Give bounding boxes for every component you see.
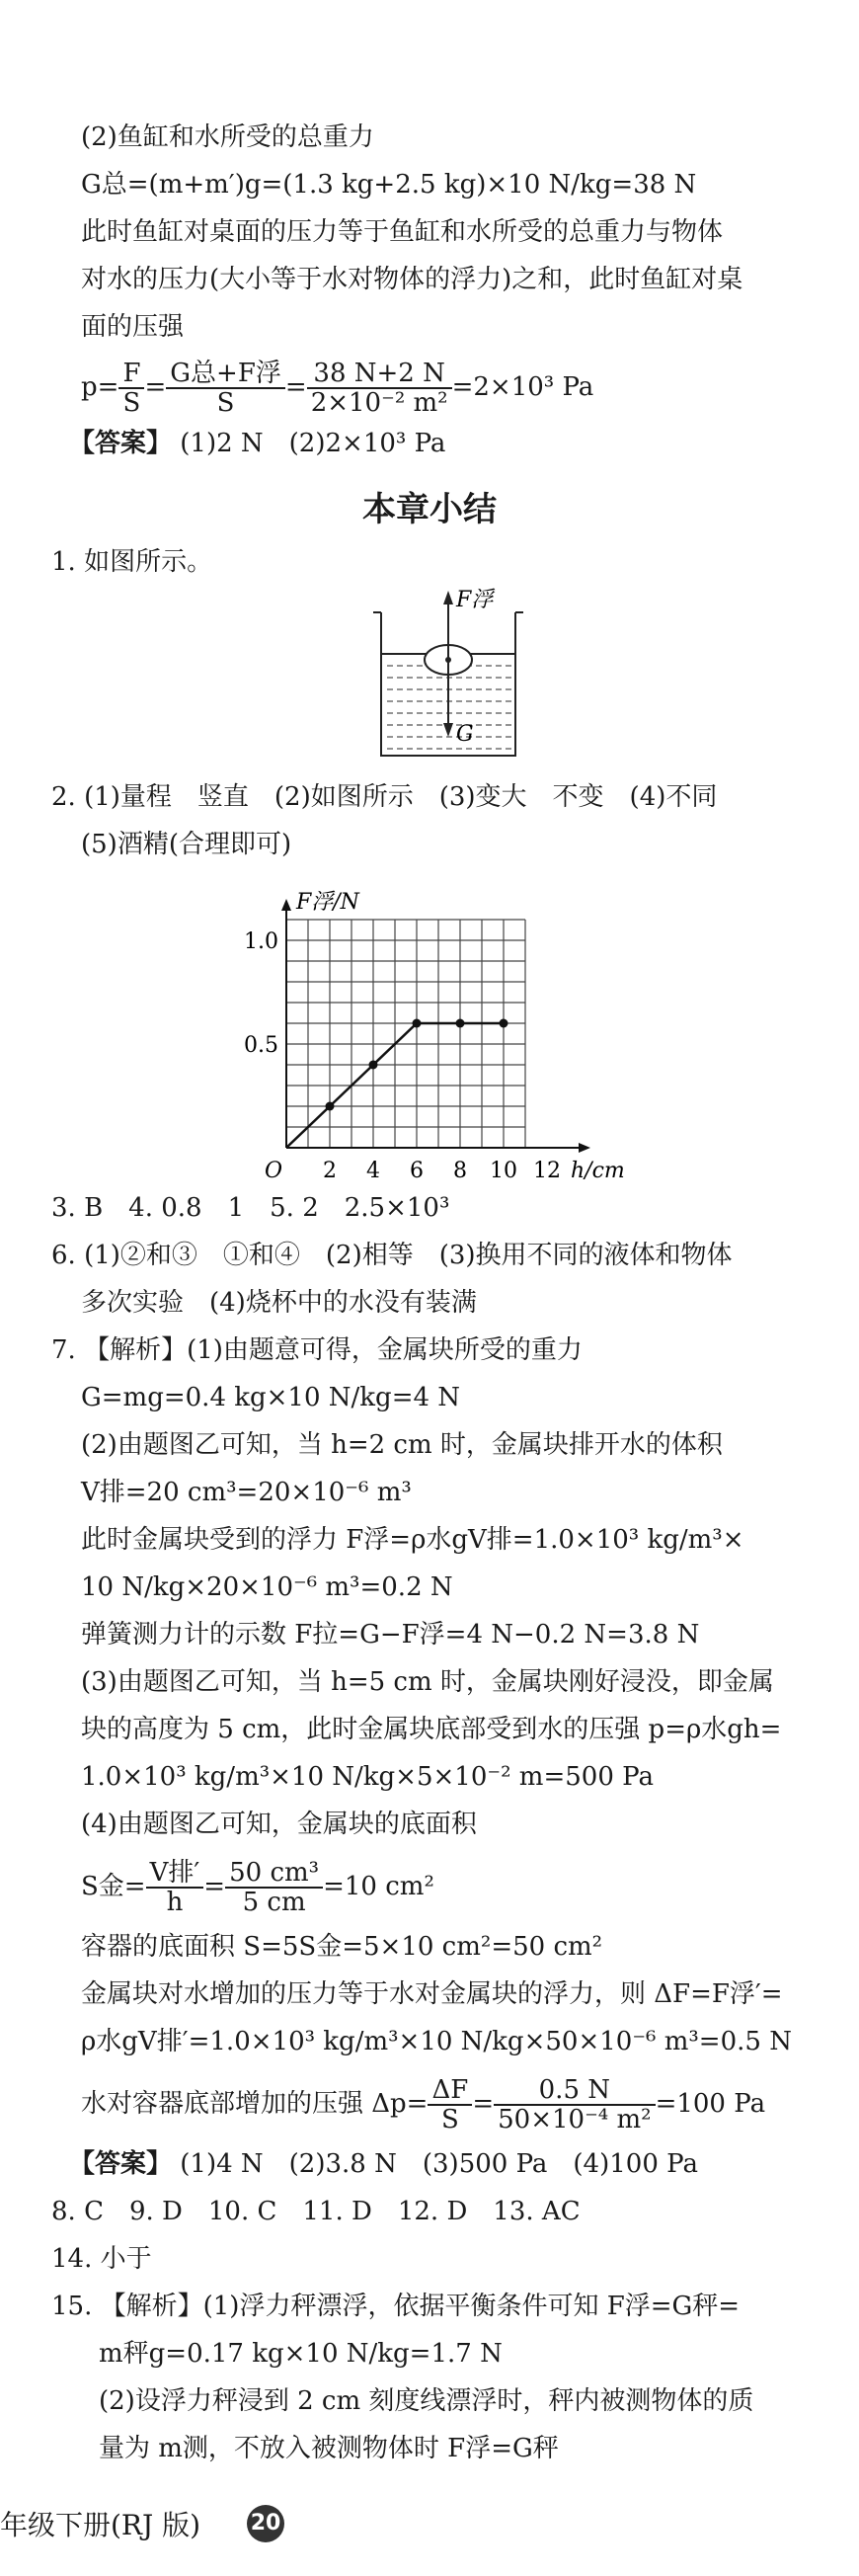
answer-label: 【答案】 — [69, 2149, 173, 2179]
frac-num: ΔF — [428, 2076, 472, 2106]
text-line: 10 N/kg×20×10⁻⁶ m³=0.2 N — [81, 1572, 453, 1602]
frac-den: 5 cm — [242, 1888, 306, 1917]
frac-num: G总+F浮 — [166, 360, 285, 389]
text-line: 此时金属块受到的浮力 F浮=ρ水gV排=1.0×10³ kg/m³× — [81, 1525, 744, 1555]
text-line: (2)由题图乙可知，当 h=2 cm 时，金属块排开水的体积 — [81, 1430, 723, 1460]
x-tick-label: 6 — [410, 1159, 424, 1183]
pressure-change-equation: 水对容器底部增加的压强 Δp= $\frac{\Delta F}{S}$ = $\frac{0.5 N}{\text{50×10⁻⁴ m²}}$ =100 Pa — [81, 2075, 766, 2134]
section-title: 本章小结 — [362, 490, 497, 529]
text-line: ρ水gV排′=1.0×10³ kg/m³×10 N/kg×50×10⁻⁶ m³=0.5 N — [81, 2027, 792, 2056]
frac-den: 2×10⁻² m² — [310, 388, 448, 418]
question-14: 14. 小于 — [51, 2244, 152, 2274]
answer-line — [69, 2147, 698, 2181]
text-line: 1.0×10³ kg/m³×10 N/kg×5×10⁻² m=500 Pa — [81, 1762, 654, 1792]
eq-prefix: S金= — [81, 1872, 146, 1901]
frac-num: 50 cm³ — [225, 1859, 323, 1889]
text-line: (2)设浮力秤浸到 2 cm 刻度线漂浮时，秤内被测物体的质 — [99, 2386, 754, 2416]
text-line: (2)鱼缸和水所受的总重力 — [81, 122, 374, 152]
text-line: 对水的压力(大小等于水对物体的浮力)之和，此时鱼缸对桌 — [81, 265, 743, 294]
answer-text: (1)2 N (2)2×10³ Pa — [180, 429, 446, 458]
answer-text: (1)4 N (2)3.8 N (3)500 Pa (4)100 Pa — [180, 2149, 698, 2179]
text-line: 块的高度为 5 cm，此时金属块底部受到水的压强 p=ρ水gh= — [81, 1715, 782, 1744]
fraction — [166, 360, 285, 417]
y-axis-label: F浮/N — [296, 890, 359, 915]
page-number-badge: 20 — [247, 2505, 284, 2542]
question-6-line2: 多次实验 (4)烧杯中的水没有装满 — [81, 1288, 477, 1318]
data-point — [500, 1019, 508, 1028]
chart-ticks — [244, 929, 561, 1183]
frac-den: S — [440, 2105, 459, 2134]
frac-num: F — [118, 360, 144, 389]
frac-num: 38 N+2 N — [307, 360, 452, 389]
pressure-equation: p= $\frac{F}{S}$ = $\frac{\text{G总+F浮}}{S}$ = $\frac{38 N+2 N}{\text{2×10⁻² m²}}$ =2×10³ Pa — [81, 359, 594, 418]
text-line: 面的压强 — [81, 312, 185, 342]
x-axis-arrow — [579, 1143, 590, 1153]
y-tick-label: 1.0 — [244, 929, 278, 954]
frac-den: S — [216, 388, 235, 418]
frac-den: S — [122, 388, 141, 418]
text-line: 弹簧测力计的示数 F拉=G−F浮=4 N−0.2 N=3.8 N — [81, 1620, 700, 1650]
area-equation — [81, 1859, 434, 1916]
label-gravity: G — [456, 722, 474, 747]
text-line: 容器的底面积 S=5S金=5×10 cm²=50 cm² — [81, 1932, 603, 1962]
x-axis-label: h/cm — [571, 1159, 625, 1183]
question-3-5: 3. B 4. 0.8 1 5. 2 2.5×10³ — [51, 1193, 450, 1223]
question-2: 2. (1)量程 竖直 (2)如图所示 (3)变大 不变 (4)不同 — [51, 782, 718, 812]
answer-line — [69, 427, 445, 460]
eq-prefix: p= — [81, 372, 119, 402]
x-tick-label: 10 — [490, 1159, 517, 1183]
data-point — [413, 1019, 422, 1028]
question-6: 6. (1)②和③ ①和④ (2)相等 (3)换用不同的液体和物体 — [51, 1241, 733, 1270]
chart-series — [286, 1019, 508, 1149]
text-line: G=mg=0.4 kg×10 N/kg=4 N — [81, 1383, 461, 1412]
text-line: m秤g=0.17 kg×10 N/kg=1.7 N — [99, 2339, 503, 2369]
footer-text: 年级下册(RJ 版) — [0, 2509, 201, 2541]
fraction — [118, 360, 144, 417]
eq-prefix: 水对容器底部增加的压强 Δp= — [81, 2089, 429, 2119]
chart-axes — [281, 899, 590, 1153]
eq-tail: =10 cm² — [323, 1872, 434, 1901]
fraction — [428, 2076, 472, 2133]
text-line: (4)由题图乙可知，金属块的底面积 — [81, 1810, 477, 1839]
frac-den: 50×10⁻⁴ m² — [498, 2105, 652, 2134]
question-1: 1. 如图所示。 — [51, 547, 213, 577]
text-line: 金属块对水增加的压力等于水对金属块的浮力，则 ΔF=F浮′= — [81, 1979, 783, 2009]
x-tick-label: 12 — [533, 1159, 561, 1183]
text-line: (3)由题图乙可知，当 h=5 cm 时，金属块刚好浸没，即金属 — [81, 1667, 774, 1697]
eq-tail: =2×10³ Pa — [451, 372, 594, 402]
question-8-13: 8. C 9. D 10. C 11. D 12. D 13. AC — [51, 2197, 581, 2226]
fraction — [146, 1859, 204, 1916]
question-15: 15. 【解析】(1)浮力秤漂浮，依据平衡条件可知 F浮=G秤= — [51, 2292, 741, 2321]
eq-tail: =100 Pa — [655, 2089, 766, 2119]
fraction — [225, 1859, 323, 1916]
frac-num: 0.5 N — [494, 2076, 655, 2106]
text-line: V排=20 cm³=20×10⁻⁶ m³ — [81, 1478, 412, 1507]
buoyancy-diagram — [365, 583, 543, 770]
x-tick-label: 4 — [366, 1159, 380, 1183]
text-line: 此时鱼缸对桌面的压力等于鱼缸和水所受的总重力与物体 — [81, 217, 724, 247]
data-point — [369, 1061, 378, 1070]
y-tick-label: 0.5 — [244, 1033, 278, 1058]
data-point — [456, 1019, 465, 1028]
question-7: 7. 【解析】(1)由题意可得，金属块所受的重力 — [51, 1335, 583, 1365]
text-line: 量为 m测，不放入被测物体时 F浮=G秤 — [99, 2434, 559, 2463]
frac-num: V排′ — [146, 1859, 204, 1889]
frac-den: h — [166, 1888, 184, 1917]
fraction — [307, 360, 452, 417]
x-tick-label: 8 — [453, 1159, 467, 1183]
label-buoyancy: F浮 — [456, 588, 494, 612]
data-point — [326, 1102, 335, 1111]
equation-line: G总=(m+m′)g=(1.3 kg+2.5 kg)×10 N/kg=38 N — [81, 170, 697, 200]
buoyancy-chart — [237, 861, 652, 1197]
x-tick-label: 2 — [323, 1159, 337, 1183]
y-axis-arrow — [281, 899, 291, 911]
question-2-line2: (5)酒精(合理即可) — [81, 830, 292, 859]
eq-mid: = — [203, 1872, 226, 1901]
origin-label: O — [265, 1159, 283, 1183]
answer-label: 【答案】 — [69, 429, 173, 458]
fraction — [494, 2076, 655, 2133]
